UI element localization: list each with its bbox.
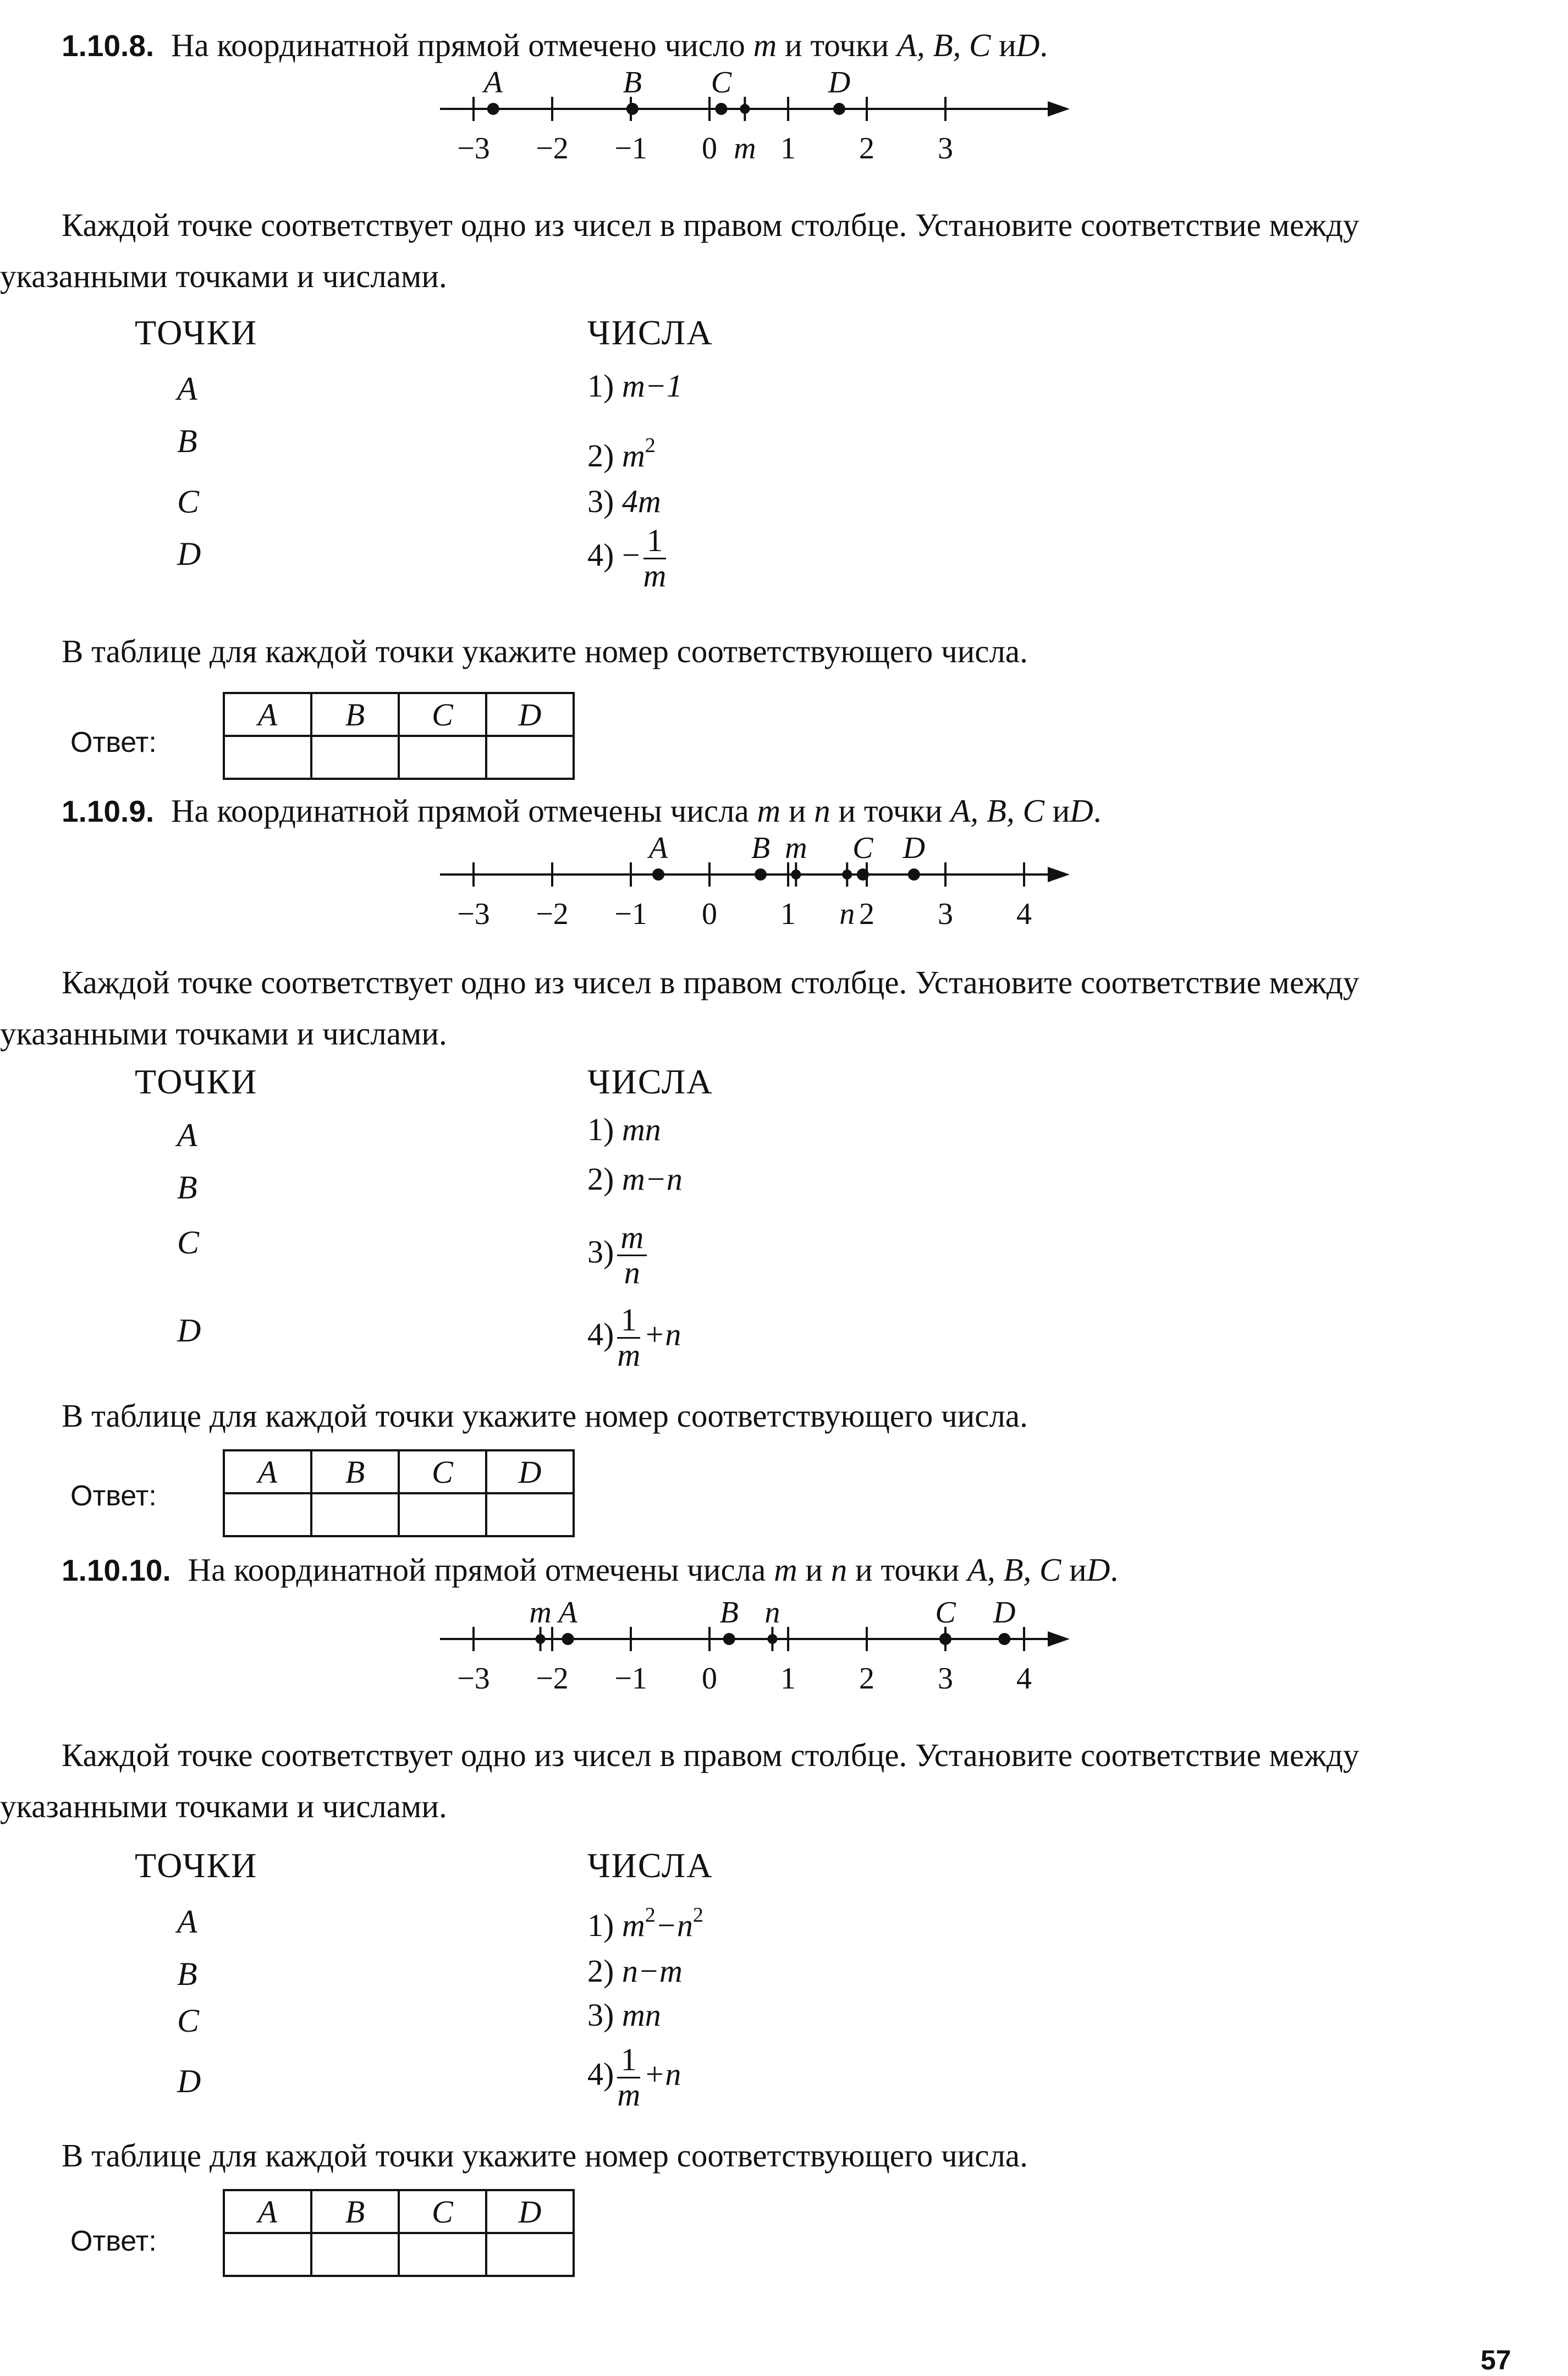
point-label-a: A [177,1117,197,1153]
tick-label: −3 [457,897,490,931]
points-header: ТОЧКИ [135,313,258,352]
point-label-d: D [177,1312,201,1349]
number-option-4: 4) − $\frac{1}{m}$ [587,522,667,593]
point-dot-d [833,103,845,115]
tick-label: −1 [614,131,647,166]
point-dot-a [652,868,664,881]
tick-label: 1 [780,897,796,931]
points-header: ТОЧКИ [135,1062,258,1101]
tick-label: 3 [938,897,953,931]
tick-label: 3 [938,1662,953,1696]
answer-table [223,692,575,780]
answer-header-a: A [224,2190,311,2233]
answer-cell-c[interactable] [399,2233,486,2276]
point-dot-b [723,1633,735,1645]
fraction: $\frac{m}{n}$ [617,1221,647,1290]
tick-label: −3 [457,1662,490,1696]
problem-text: Каждой точке соответствует одно из чисел в правом столбце. Установите соответствие между указанными точками и числами. [0,1737,1360,1824]
number-option-3: 3) mn [587,1997,661,2033]
answer-cell-a[interactable] [224,2233,311,2276]
answer-cell-b[interactable] [311,1493,399,1536]
problem-number: 1.10.10. [62,1553,171,1587]
fraction: $\frac{1}{m}$ [617,2042,641,2113]
instruction-text: В таблице для каждой точки укажите номер соответствующего числа. [62,2137,1028,2174]
number-dot-m [791,870,801,879]
point-label-a: A [648,831,668,865]
point-label-c: C [177,1224,200,1261]
number-option-4: 4) $\frac{1}{m}$ +n [587,1302,681,1373]
numbers-header: ЧИСЛА [587,313,713,352]
tick-label: 4 [1016,897,1032,931]
answer-header-c: C [399,693,486,736]
point-label-b: B [751,831,771,865]
tick-label: 1 [780,1662,796,1696]
instruction-text: В таблице для каждой точки укажите номер соответствующего числа. [62,633,1028,669]
number-line [0,1595,1568,1705]
number-option-3: 3) $\frac{m}{n}$ [587,1221,650,1290]
answer-cell-b[interactable] [311,736,399,779]
answer-label: Ответ: [70,2225,157,2257]
point-label-c: C [935,1596,956,1630]
tick-label: 2 [859,897,874,931]
point-label-b: B [623,65,642,100]
number-label-n: n [764,1596,780,1630]
number-line [0,831,1568,941]
point-dot-d [998,1633,1010,1645]
answer-label: Ответ: [70,727,157,758]
problem-text: Каждой точке соответствует одно из чисел в правом столбце. Установите соответствие между указанными точками и числами. [0,964,1360,1052]
tick-label: −2 [536,1662,569,1696]
tick-label: −1 [614,1662,647,1696]
number-option-4: 4) $\frac{1}{m}$ +n [587,2042,681,2113]
tick-label: 0 [702,131,717,166]
page-number: 57 [1481,2345,1511,2375]
point-label-a: A [177,371,197,407]
point-label-c: C [711,65,732,100]
point-label-a: A [558,1596,577,1630]
number-dot-n [767,1634,777,1644]
point-label-b: B [177,1169,197,1206]
answer-cell-d[interactable] [486,736,574,779]
point-dot-b [626,103,639,115]
problem-1-10-9 [0,792,1568,1518]
answer-cell-c[interactable] [399,1493,486,1536]
answer-cell-a[interactable] [224,1493,311,1536]
number-option-2: 2) $m^2$ [587,434,656,474]
instruction-text: В таблице для каждой точки укажите номер соответствующего числа. [62,1398,1028,1434]
answer-header-c: C [399,1450,486,1493]
point-label-d: D [903,831,926,865]
answer-table [223,2189,575,2277]
tick-label: 0 [702,1662,717,1696]
numbers-header: ЧИСЛА [587,1062,713,1101]
point-label-b: B [177,1956,197,1992]
problem-text: Каждой точке соответствует одно из чисел в правом столбце. Установите соответствие между указанными точками и числами. [0,207,1360,294]
point-label-c: C [177,483,200,520]
number-label-m: m [785,831,807,865]
answer-header-a: A [224,693,311,736]
point-dot-a [487,103,499,115]
problem-heading: 1.10.10. На координатной прямой отмечены числа m и n и точки A, B, C иD. [62,1552,1119,1588]
point-dot-c [715,103,727,115]
tick-label: 2 [859,131,874,166]
point-dot-c [857,868,869,881]
point-label-a: A [483,65,503,100]
number-option-3: 3) 4m [587,483,661,519]
tick-label: 4 [1016,1662,1032,1696]
point-label-b: B [177,423,197,459]
answer-header-d: D [486,693,574,736]
answer-table [223,1449,575,1537]
number-option-2: 2) n−m [587,1953,683,1989]
answer-label: Ответ: [70,1480,157,1512]
answer-header-c: C [399,2190,486,2233]
number-dot-n [842,870,852,879]
point-label-d: D [828,65,851,100]
answer-header-b: B [311,693,399,736]
point-label-a: A [177,1904,197,1940]
number-label-n: n [839,897,855,931]
point-dot-d [908,868,920,881]
answer-header-b: B [311,2190,399,2233]
problem-1-10-8 [0,26,1568,758]
answer-cell-d[interactable] [486,2233,574,2276]
point-label-d: D [993,1596,1016,1630]
tick-label: 2 [859,1662,874,1696]
answer-cell-a[interactable] [224,736,311,779]
point-label-d: D [177,2063,201,2099]
numbers-header: ЧИСЛА [587,1846,713,1885]
tick-label: 0 [702,897,717,931]
answer-header-a: A [224,1450,311,1493]
point-dot-b [755,868,767,881]
point-label-c: C [852,831,873,865]
point-dot-c [939,1633,951,1645]
fraction: $\frac{1}{m}$ [617,1302,641,1373]
point-label-c: C [177,2003,200,2039]
number-option-1: 1) $m^2-n^2$ [587,1904,703,1943]
problem-1-10-10 [0,1551,1568,2277]
number-option-2: 2) m−n [587,1161,683,1197]
problem-number: 1.10.9. [62,794,155,828]
number-label-m: m [529,1596,552,1630]
point-label-d: D [177,536,201,572]
tick-label: 1 [780,131,796,166]
tick-label: −2 [536,131,569,166]
tick-label: 3 [938,131,953,166]
number-option-1: 1) mn [587,1112,661,1147]
point-dot-a [562,1633,574,1645]
answer-cell-d[interactable] [486,1493,574,1536]
tick-label: −1 [614,897,647,931]
answer-cell-c[interactable] [399,736,486,779]
problem-number: 1.10.8. [62,29,155,63]
number-dot-m [740,104,750,114]
number-line [0,65,1568,175]
tick-label: −2 [536,897,569,931]
answer-cell-b[interactable] [311,2233,399,2276]
answer-header-b: B [311,1450,399,1493]
number-dot-m [536,1634,546,1644]
problem-heading: 1.10.9. На координатной прямой отмечены числа m и n и точки A, B, C иD. [62,793,1102,829]
answer-header-d: D [486,2190,574,2233]
number-label-m: m [734,131,756,166]
point-label-b: B [719,1596,739,1630]
tick-label: −3 [457,131,490,166]
number-option-1: 1) m−1 [587,368,683,404]
problem-heading: 1.10.8. На координатной прямой отмечено число m и точки A, B, C иD. [62,27,1048,63]
answer-header-d: D [486,1450,574,1493]
fraction: $\frac{1}{m}$ [643,522,667,593]
points-header: ТОЧКИ [135,1846,258,1885]
